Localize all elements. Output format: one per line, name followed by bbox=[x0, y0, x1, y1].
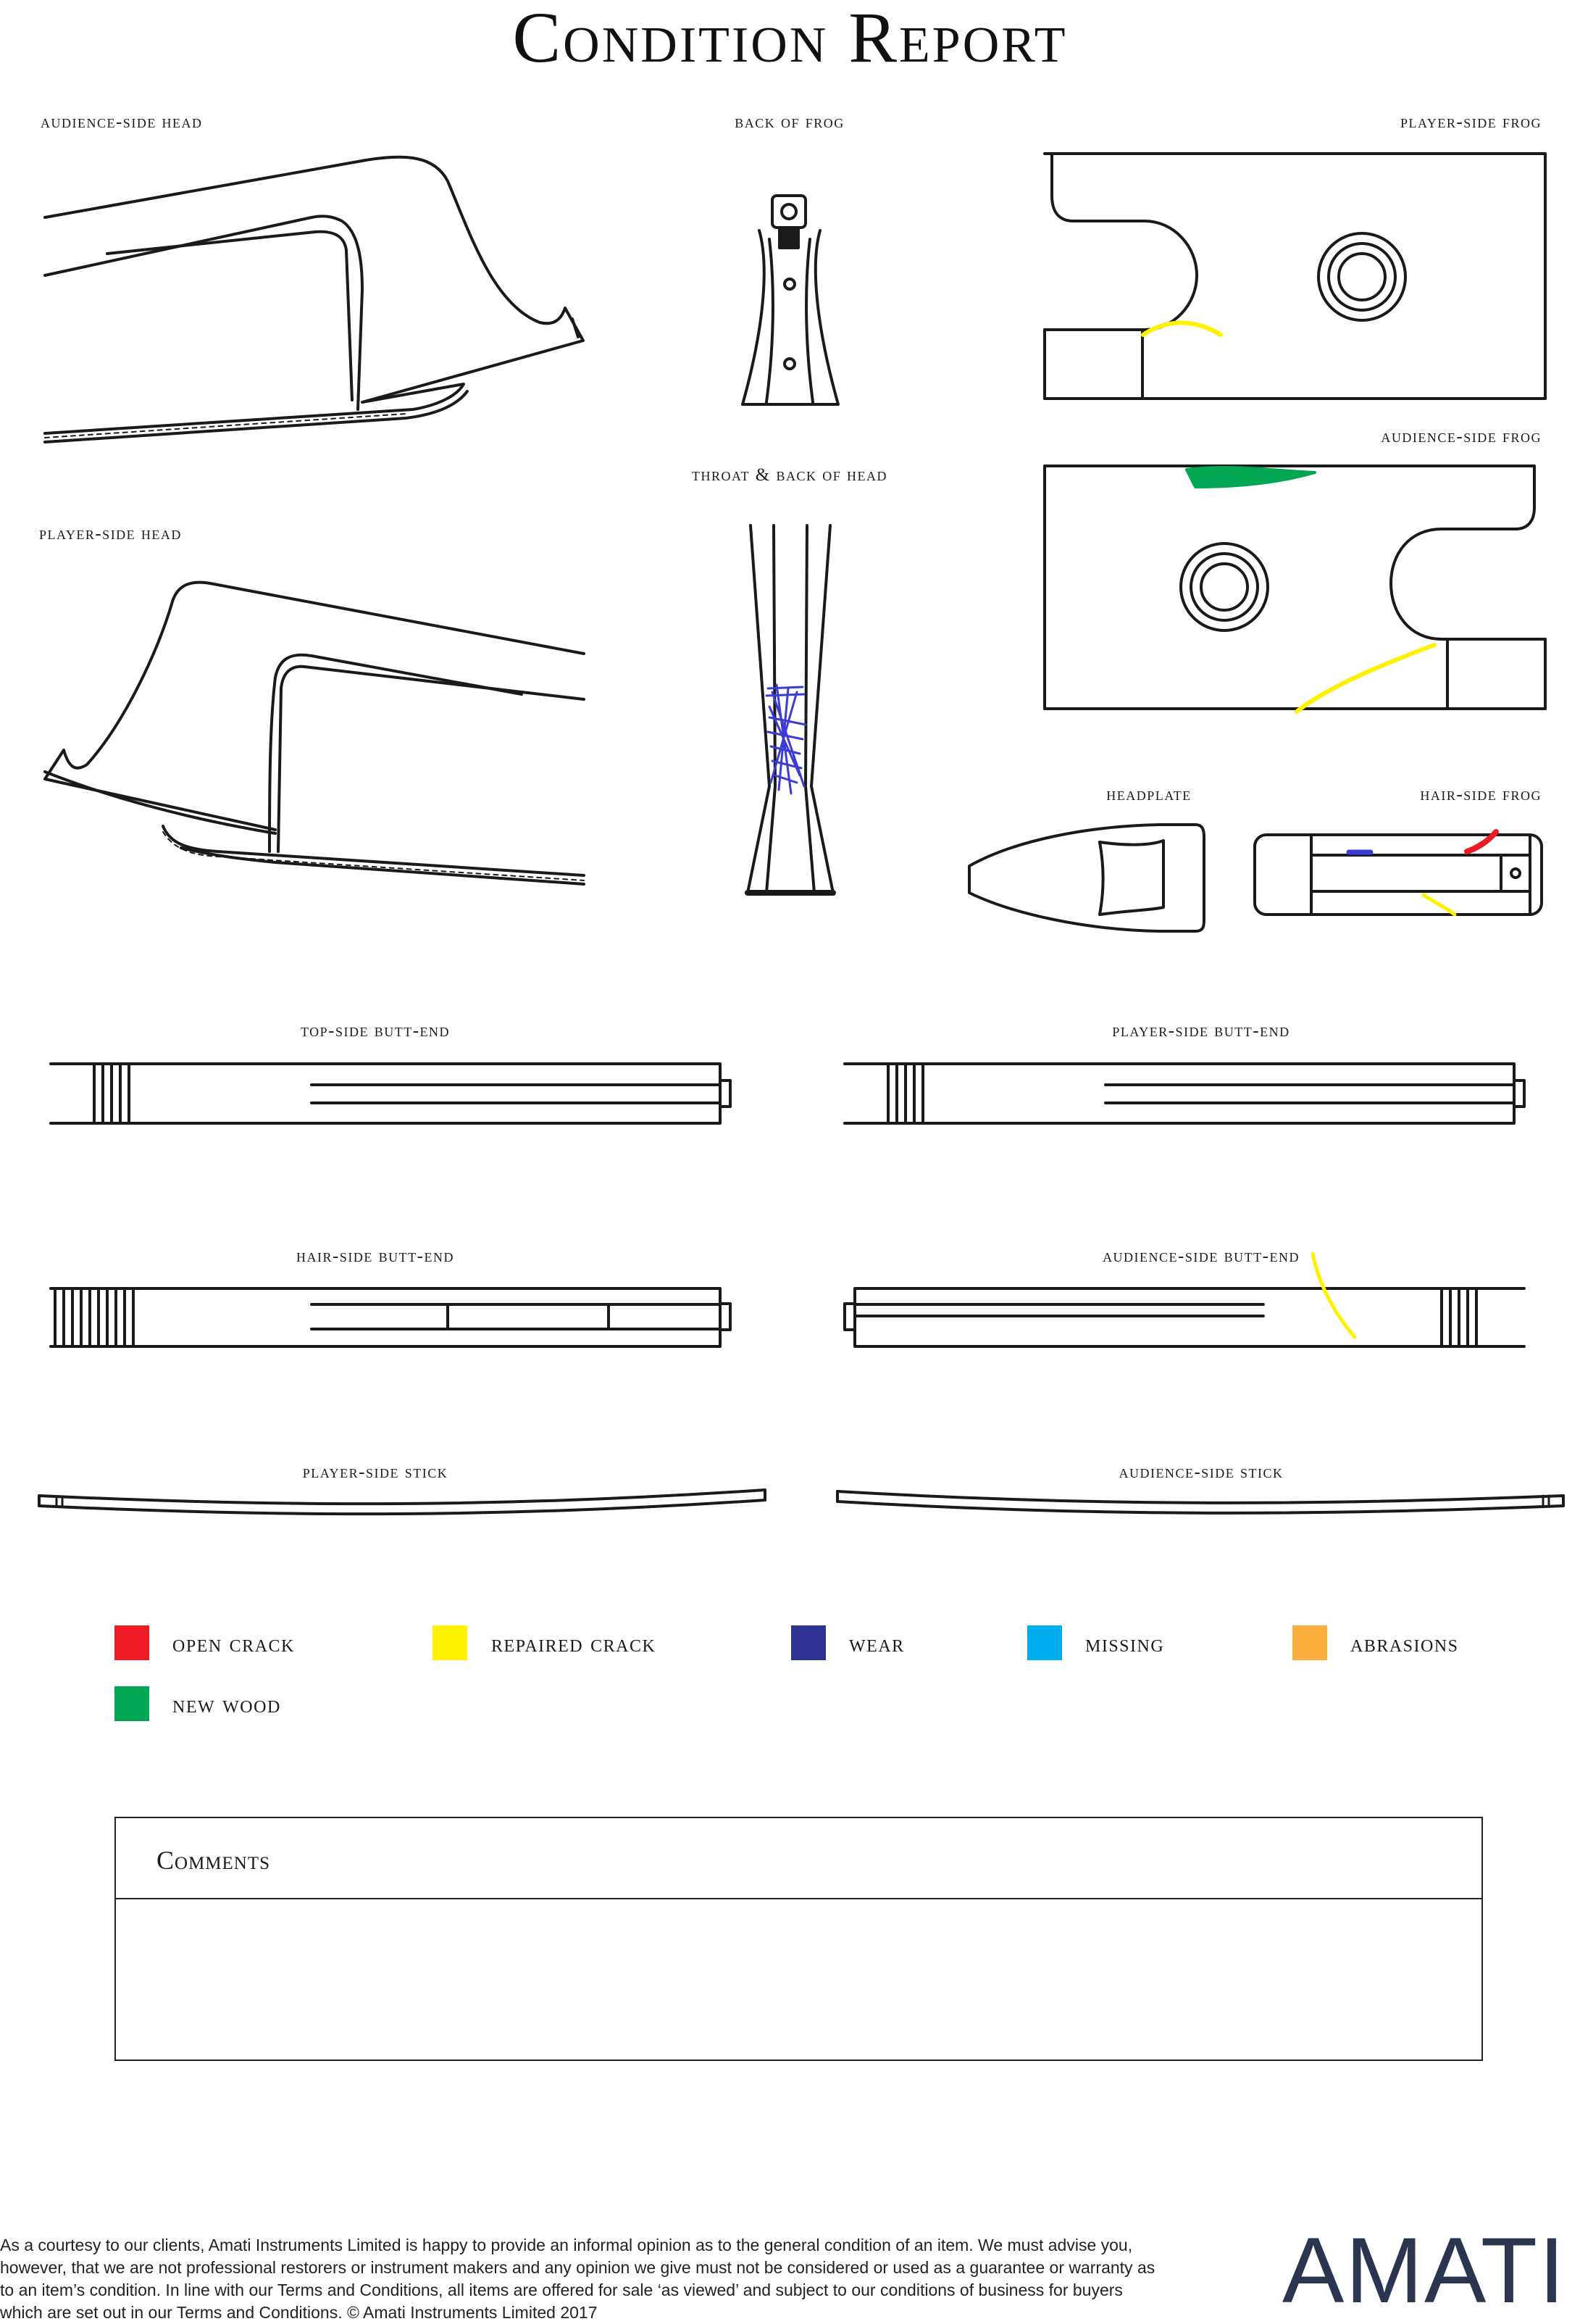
legend-label-missing: missing bbox=[1085, 1630, 1165, 1657]
player-side-stick-drawing bbox=[39, 1490, 765, 1514]
legend-swatch-wear bbox=[791, 1625, 826, 1660]
label-audience-side-frog: audience-side frog bbox=[1381, 427, 1542, 446]
legend-label-abrasions: abrasions bbox=[1350, 1630, 1459, 1657]
comments-title: Comments bbox=[156, 1846, 271, 1875]
player-side-head-drawing bbox=[45, 583, 584, 884]
back-of-frog-drawing bbox=[743, 196, 838, 404]
audience-side-butt-end-drawing bbox=[845, 1254, 1524, 1346]
legend-label-new-wood: new wood bbox=[172, 1691, 281, 1718]
legend-swatch-repaired-crack bbox=[432, 1625, 467, 1660]
label-back-of-frog: back of frog bbox=[735, 112, 845, 132]
amati-logo: AMATI bbox=[1282, 2219, 1566, 2323]
throat-back-of-head-drawing bbox=[748, 525, 833, 893]
player-side-butt-end-drawing bbox=[845, 1064, 1524, 1123]
legend-label-wear: wear bbox=[849, 1630, 905, 1657]
label-audience-side-stick: audience-side stick bbox=[1119, 1462, 1284, 1482]
disclaimer-text: As a courtesy to our clients, Amati Instruments Limited is happy to provide an informal opinion as to the general condition of an item. We must advise you, however, that we are not professional restorers or instrument makers and any opinion we give must not be considered or used as a guarantee or warranty as to an item’s condition. In line with our Terms and Conditions, all items are offered for sale ‘as viewed’ and subject to our conditions of business for buyers which are set out in our Terms and Conditions. © Amati Instruments Limited 2017 bbox=[0, 2236, 1155, 2322]
hair-side-frog-drawing bbox=[1255, 832, 1542, 915]
label-throat-back-of-head: throat & back of head bbox=[692, 465, 887, 485]
legend-swatch-missing bbox=[1027, 1625, 1062, 1660]
label-top-side-butt-end: top-side butt-end bbox=[300, 1021, 451, 1041]
legend-label-open-crack: open crack bbox=[172, 1630, 295, 1657]
label-player-side-head: player-side head bbox=[39, 524, 182, 543]
legend-swatch-open-crack bbox=[114, 1625, 149, 1660]
label-audience-side-butt-end: audience-side butt-end bbox=[1103, 1246, 1300, 1266]
label-hair-side-frog: hair-side frog bbox=[1420, 785, 1542, 804]
legend-swatch-abrasions bbox=[1292, 1625, 1327, 1660]
label-audience-side-head: audience-side head bbox=[41, 112, 203, 132]
hair-side-butt-end-drawing bbox=[51, 1288, 730, 1346]
player-side-frog-drawing bbox=[1045, 154, 1545, 399]
audience-side-stick-drawing bbox=[837, 1491, 1563, 1513]
audience-side-head-drawing bbox=[45, 157, 583, 442]
wear-mark bbox=[766, 685, 806, 794]
label-headplate: headplate bbox=[1106, 785, 1192, 804]
comments-area[interactable] bbox=[116, 1899, 1481, 2059]
label-player-side-stick: player-side stick bbox=[302, 1462, 448, 1482]
label-player-side-frog: player-side frog bbox=[1400, 112, 1542, 132]
page-title: Condition Report bbox=[512, 0, 1068, 78]
legend-swatch-new-wood bbox=[114, 1686, 149, 1721]
top-side-butt-end-drawing bbox=[51, 1064, 730, 1123]
label-hair-side-butt-end: hair-side butt-end bbox=[296, 1246, 454, 1266]
comments-header bbox=[116, 1818, 1481, 1899]
label-player-side-butt-end: player-side butt-end bbox=[1112, 1021, 1290, 1041]
legend-label-repaired-crack: repaired crack bbox=[491, 1630, 656, 1657]
headplate-drawing bbox=[969, 825, 1204, 931]
audience-side-frog-drawing bbox=[1045, 466, 1545, 712]
comments-box bbox=[114, 1817, 1483, 2061]
